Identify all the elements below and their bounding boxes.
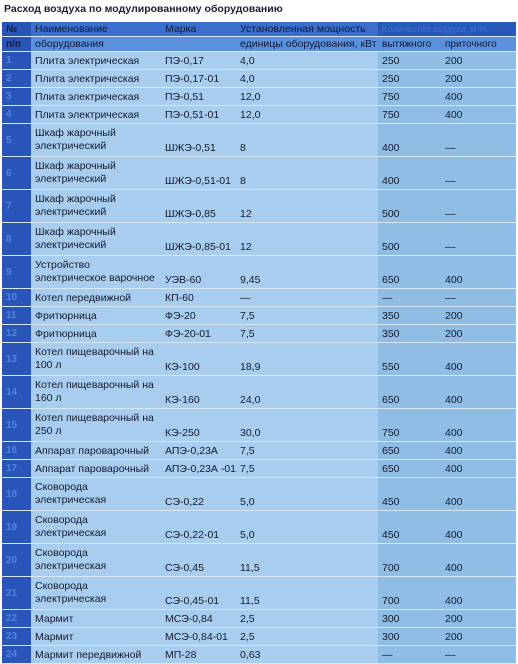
exhaust-air: 550 (378, 343, 441, 376)
equipment-name: Сковорода электрическая (31, 511, 161, 544)
row-number: 23 (2, 628, 31, 646)
supply-air: 400 (441, 106, 516, 124)
row-number: 8 (2, 223, 31, 256)
header-num-2: п/п (2, 37, 31, 52)
exhaust-air: 650 (378, 376, 441, 409)
header-power-2: единицы оборудования, кВт (236, 37, 378, 52)
exhaust-air: 400 (378, 157, 441, 190)
exhaust-air: 400 (378, 124, 441, 157)
supply-air: 400 (441, 577, 516, 610)
supply-air: 400 (441, 442, 516, 460)
equipment-mark: СЭ-0,22 (161, 478, 236, 511)
supply-air: — (441, 289, 516, 307)
table-row (2, 646, 516, 664)
equipment-name: Мармит (31, 628, 161, 646)
table-row (2, 511, 516, 544)
table-row (2, 289, 516, 307)
equipment-mark: СЭ-0,45-01 (161, 577, 236, 610)
table-row (2, 157, 516, 190)
supply-air: 400 (441, 511, 516, 544)
exhaust-air: 500 (378, 223, 441, 256)
installed-power: — (236, 289, 378, 307)
table-row (2, 544, 516, 577)
supply-air: 200 (441, 70, 516, 88)
table-row (2, 343, 516, 376)
equipment-mark: КЭ-160 (161, 376, 236, 409)
row-number: 24 (2, 646, 31, 664)
supply-air: 200 (441, 307, 516, 325)
installed-power: 11,5 (236, 544, 378, 577)
header-mark: Марка (161, 22, 236, 37)
supply-air: 400 (441, 343, 516, 376)
page-title: Расход воздуха по модулированному оборудованию (4, 3, 283, 15)
supply-air: — (441, 157, 516, 190)
table-row (2, 478, 516, 511)
table-row (2, 442, 516, 460)
supply-air: — (441, 124, 516, 157)
equipment-name: Котел пищеварочный на 250 л (31, 409, 161, 442)
exhaust-air: 250 (378, 52, 441, 70)
exhaust-air: — (378, 646, 441, 664)
installed-power: 0,63 (236, 646, 378, 664)
row-number: 10 (2, 289, 31, 307)
equipment-mark: КП-60 (161, 289, 236, 307)
row-number: 3 (2, 88, 31, 106)
supply-air: 200 (441, 610, 516, 628)
installed-power: 18,9 (236, 343, 378, 376)
supply-air: 400 (441, 256, 516, 289)
supply-air: 400 (441, 409, 516, 442)
installed-power: 2,5 (236, 610, 378, 628)
equipment-mark: УЭВ-60 (161, 256, 236, 289)
table-row (2, 70, 516, 88)
header-supply: приточного (441, 37, 516, 52)
row-number: 11 (2, 307, 31, 325)
installed-power: 5,0 (236, 478, 378, 511)
equipment-mark: АПЭ-0,23А (161, 442, 236, 460)
equipment-mark: МСЭ-0,84 (161, 610, 236, 628)
table-row (2, 52, 516, 70)
equipment-name: Сковорода электрическая (31, 478, 161, 511)
exhaust-air: 700 (378, 577, 441, 610)
exhaust-air: 450 (378, 478, 441, 511)
equipment-mark: КЭ-100 (161, 343, 236, 376)
row-number: 6 (2, 157, 31, 190)
row-number: 1 (2, 52, 31, 70)
exhaust-air: — (378, 289, 441, 307)
exhaust-air: 750 (378, 409, 441, 442)
equipment-mark: КЭ-250 (161, 409, 236, 442)
table-row (2, 256, 516, 289)
installed-power: 7,5 (236, 307, 378, 325)
installed-power: 12 (236, 190, 378, 223)
table-row (2, 307, 516, 325)
equipment-mark: ПЭ-0,51 (161, 88, 236, 106)
equipment-name: Котел пищеварочный на 160 л (31, 376, 161, 409)
installed-power: 12,0 (236, 106, 378, 124)
supply-air: 200 (441, 325, 516, 343)
installed-power: 4,0 (236, 52, 378, 70)
installed-power: 8 (236, 124, 378, 157)
equipment-mark: СЭ-0,45 (161, 544, 236, 577)
table-row (2, 88, 516, 106)
equipment-name: Аппарат пароварочный (31, 460, 161, 478)
row-number: 12 (2, 325, 31, 343)
installed-power: 2,5 (236, 628, 378, 646)
table-row (2, 223, 516, 256)
header-row-1 (2, 22, 516, 37)
equipment-mark: ШЖЭ-0,51 (161, 124, 236, 157)
exhaust-air: 700 (378, 544, 441, 577)
table-row (2, 376, 516, 409)
table-row (2, 190, 516, 223)
supply-air: 400 (441, 88, 516, 106)
row-number: 15 (2, 409, 31, 442)
exhaust-air: 650 (378, 460, 441, 478)
installed-power: 7,5 (236, 460, 378, 478)
installed-power: 12,0 (236, 88, 378, 106)
installed-power: 4,0 (236, 70, 378, 88)
equipment-name: Мармит (31, 610, 161, 628)
installed-power: 9,45 (236, 256, 378, 289)
installed-power: 30,0 (236, 409, 378, 442)
table-row (2, 409, 516, 442)
equipment-name: Плита электрическая (31, 106, 161, 124)
equipment-mark: ШЖЭ-0,51-01 (161, 157, 236, 190)
equipment-mark: СЭ-0,22-01 (161, 511, 236, 544)
equipment-mark: ПЭ-0,17 (161, 52, 236, 70)
row-number: 20 (2, 544, 31, 577)
table-row (2, 460, 516, 478)
exhaust-air: 250 (378, 70, 441, 88)
exhaust-air: 750 (378, 106, 441, 124)
header-name-2: оборудования (31, 37, 161, 52)
equipment-mark: МСЭ-0,84-01 (161, 628, 236, 646)
header-air: Количество воздуха, м³/ч (378, 22, 516, 37)
table-row (2, 325, 516, 343)
row-number: 14 (2, 376, 31, 409)
row-number: 18 (2, 478, 31, 511)
equipment-mark: МП-28 (161, 646, 236, 664)
row-number: 2 (2, 70, 31, 88)
row-number: 22 (2, 610, 31, 628)
table-body (2, 52, 516, 664)
equipment-name: Шкаф жарочный электрический (31, 157, 161, 190)
supply-air: 400 (441, 376, 516, 409)
table-row (2, 124, 516, 157)
supply-air: 200 (441, 628, 516, 646)
exhaust-air: 350 (378, 325, 441, 343)
equipment-name: Мармит передвижной (31, 646, 161, 664)
header-row-2 (2, 37, 516, 52)
row-number: 7 (2, 190, 31, 223)
table-row (2, 610, 516, 628)
table-row (2, 577, 516, 610)
supply-air: — (441, 223, 516, 256)
row-number: 9 (2, 256, 31, 289)
equipment-name: Плита электрическая (31, 52, 161, 70)
equipment-name: Котел передвижной (31, 289, 161, 307)
exhaust-air: 450 (378, 511, 441, 544)
equipment-name: Фритюрница (31, 325, 161, 343)
row-number: 4 (2, 106, 31, 124)
installed-power: 7,5 (236, 325, 378, 343)
installed-power: 24,0 (236, 376, 378, 409)
row-number: 17 (2, 460, 31, 478)
supply-air: 400 (441, 478, 516, 511)
air-consumption-table (2, 22, 516, 664)
header-power: Установленная мощность (236, 22, 378, 37)
equipment-mark: ФЭ-20-01 (161, 325, 236, 343)
row-number: 13 (2, 343, 31, 376)
supply-air: 200 (441, 52, 516, 70)
equipment-name: Шкаф жарочный электрический (31, 124, 161, 157)
installed-power: 7,5 (236, 442, 378, 460)
exhaust-air: 650 (378, 256, 441, 289)
equipment-name: Котел пищеварочный на 100 л (31, 343, 161, 376)
row-number: 19 (2, 511, 31, 544)
supply-air: 400 (441, 460, 516, 478)
exhaust-air: 650 (378, 442, 441, 460)
exhaust-air: 300 (378, 628, 441, 646)
equipment-mark: ПЭ-0,17-01 (161, 70, 236, 88)
equipment-name: Сковорода электрическая (31, 544, 161, 577)
equipment-mark: ШЖЭ-0,85-01 (161, 223, 236, 256)
row-number: 5 (2, 124, 31, 157)
equipment-name: Шкаф жарочный электрический (31, 223, 161, 256)
equipment-name: Шкаф жарочный электрический (31, 190, 161, 223)
installed-power: 8 (236, 157, 378, 190)
header-num: № (2, 22, 31, 37)
equipment-mark: ФЭ-20 (161, 307, 236, 325)
header-name: Наименование (31, 22, 161, 37)
header-blank (161, 37, 236, 52)
equipment-mark: АПЭ-0,23А -01 (161, 460, 236, 478)
row-number: 21 (2, 577, 31, 610)
supply-air: — (441, 190, 516, 223)
row-number: 16 (2, 442, 31, 460)
equipment-mark: ПЭ-0,51-01 (161, 106, 236, 124)
equipment-name: Устройство электрическое варочное (31, 256, 161, 289)
supply-air: 400 (441, 544, 516, 577)
equipment-mark: ШЖЭ-0,85 (161, 190, 236, 223)
table-row (2, 106, 516, 124)
equipment-name: Фритюрница (31, 307, 161, 325)
equipment-name: Сковорода электрическая (31, 577, 161, 610)
exhaust-air: 300 (378, 610, 441, 628)
exhaust-air: 500 (378, 190, 441, 223)
equipment-name: Плита электрическая (31, 88, 161, 106)
installed-power: 12 (236, 223, 378, 256)
installed-power: 5,0 (236, 511, 378, 544)
exhaust-air: 750 (378, 88, 441, 106)
equipment-name: Аппарат пароварочный (31, 442, 161, 460)
supply-air: — (441, 646, 516, 664)
table-row (2, 628, 516, 646)
header-exhaust: вытяжного (378, 37, 441, 52)
equipment-name: Плита электрическая (31, 70, 161, 88)
installed-power: 11,5 (236, 577, 378, 610)
exhaust-air: 350 (378, 307, 441, 325)
